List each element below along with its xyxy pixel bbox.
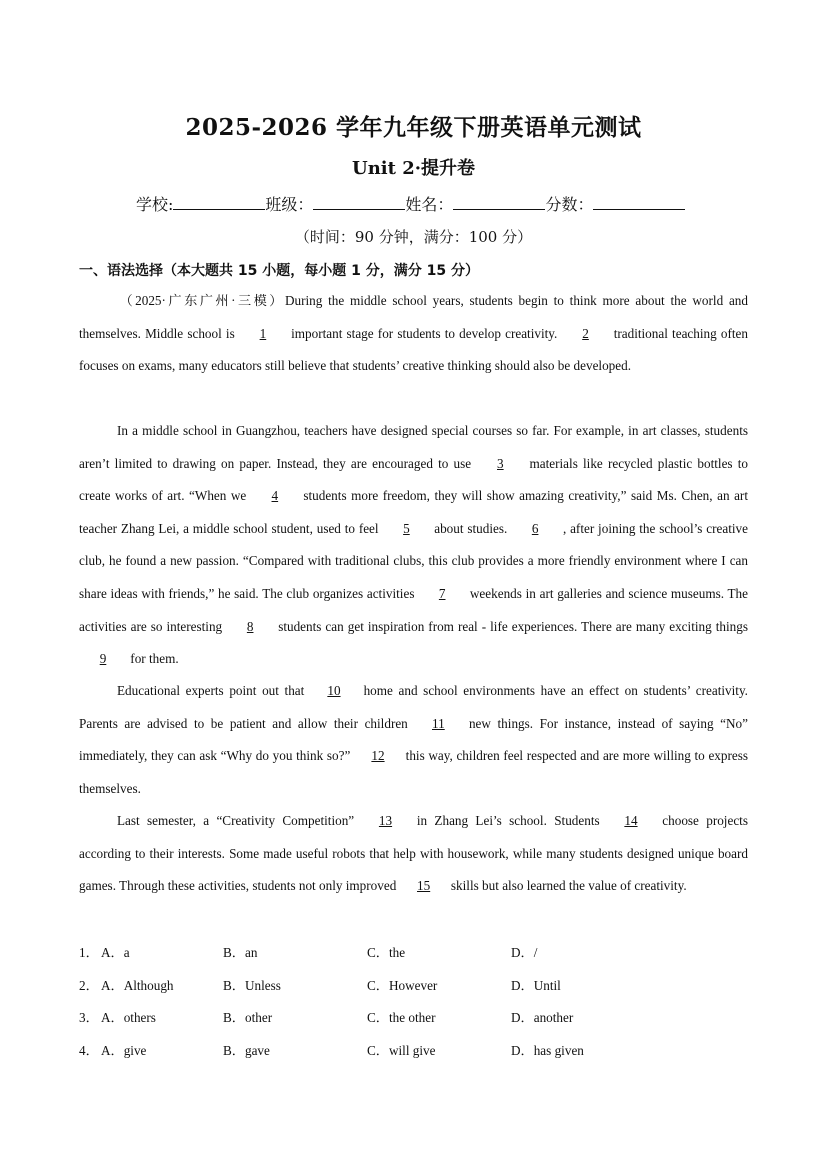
option-b[interactable]: B．an (223, 945, 258, 960)
option-b[interactable]: B．gave (223, 1042, 270, 1058)
option-d[interactable]: D．Until (511, 977, 561, 993)
name-label: 姓名： (405, 195, 454, 214)
option-d[interactable]: D．has given (511, 1042, 584, 1058)
blank-6: 6 (531, 520, 539, 536)
passage-paragraph-2: In a middle school in Guangzhou, teachers have designed special courses so far. For example, in art classes, students aren’t limited to drawing on paper. Instead, they are encouraged to use 3 materials like recycled plastic bottles to create works of art. “When we 4 students more freedom, they will show amazing creativity,” said Ms. Chen, an art teacher Zhang Lei, a middle school student, used to feel 5 about studies. 6 , after joining the school’s creative club, he found a new passion. “Compared with traditional clubs, this club provides a more friendly environment where I can share ideas with friends,” he said. The club organizes activities 7 weekends in art galleries and science museums. The activities are so interesting 8 students can get inspiration from real - life experiences. There are many exciting things 9 for them. (79, 415, 748, 676)
option-d[interactable]: D．another (511, 1010, 574, 1025)
class-label: 班级： (265, 195, 314, 214)
blank-7: 7 (438, 585, 446, 601)
score-label: 分数： (545, 195, 594, 214)
question-number: 1． (79, 945, 99, 960)
passage-source: （2025·广东广州·三模） (117, 293, 285, 308)
blank-10: 10 (327, 683, 341, 698)
option-b[interactable]: B．Unless (223, 977, 281, 993)
name-blank[interactable] (453, 195, 545, 210)
exam-subtitle: Unit 2·提升卷 (352, 158, 475, 179)
blank-5: 5 (403, 520, 410, 536)
passage-paragraph-3: Educational experts point out that 10 home and school environments have an effect on students’ creativity. Parents are advised to be patient and allow their children 11 new things. For instance, instead of saying “No” immediately, they can ask “Why do you think so?” 12 this way, children feel respected and are more willing to express themselves. (79, 675, 748, 805)
option-a[interactable]: A．others (101, 1010, 156, 1025)
question-number: 4． (79, 1042, 99, 1058)
blank-13: 13 (378, 813, 393, 828)
student-info-line (136, 192, 685, 215)
blank-9: 9 (99, 651, 107, 667)
class-blank[interactable] (313, 195, 405, 210)
option-a[interactable]: A．give (101, 1042, 147, 1058)
blank-12: 12 (371, 748, 385, 764)
option-a[interactable]: A．Although (101, 977, 174, 993)
option-c[interactable]: C．the (367, 945, 406, 960)
option-a[interactable]: A．a (101, 945, 130, 960)
blank-4: 4 (271, 488, 279, 504)
blank-3: 3 (497, 455, 504, 471)
blank-11: 11 (432, 715, 445, 731)
blank-14: 14 (624, 813, 638, 828)
blank-1: 1 (259, 325, 267, 341)
passage-paragraph-4: Last semester, a “Creativity Competition” 13 in Zhang Lei’s school. Students 14 choose projects according to their interests. Some made useful robots that help with housework, while many students designed unique board games. Through these activities, students not only improved 15 skills but also learned the value of creativity. (79, 805, 748, 903)
option-c[interactable]: C．the other (367, 1010, 436, 1025)
blank-8: 8 (246, 618, 254, 634)
school-blank[interactable] (173, 195, 265, 210)
exam-title: 2025-2026 学年九年级下册英语单元测试 (185, 114, 642, 141)
score-blank[interactable] (593, 195, 685, 210)
option-c[interactable]: C．will give (367, 1042, 436, 1058)
question-number: 3． (79, 1010, 99, 1025)
option-b[interactable]: B．other (223, 1010, 273, 1025)
school-label: 学校: (136, 195, 174, 214)
option-d[interactable]: D．/ (511, 945, 538, 960)
option-c[interactable]: C．However (367, 977, 438, 993)
blank-2: 2 (582, 325, 589, 341)
time-note: （时间：90 分钟，满分：100 分） (294, 228, 533, 246)
passage-paragraph-1: （2025·广东广州·三模）During the middle school years, students begin to think more about the world and themselves. Middle school is 1 important stage for students to develop creativity. 2 traditional teaching often focuses on exams, many educators still believe that students’ creative thinking should also be developed. (79, 293, 748, 374)
question-number: 2． (79, 977, 99, 993)
section-heading: 一、语法选择（本大题共 15 小题，每小题 1 分，满分 15 分） (79, 263, 479, 279)
blank-15: 15 (417, 878, 431, 894)
